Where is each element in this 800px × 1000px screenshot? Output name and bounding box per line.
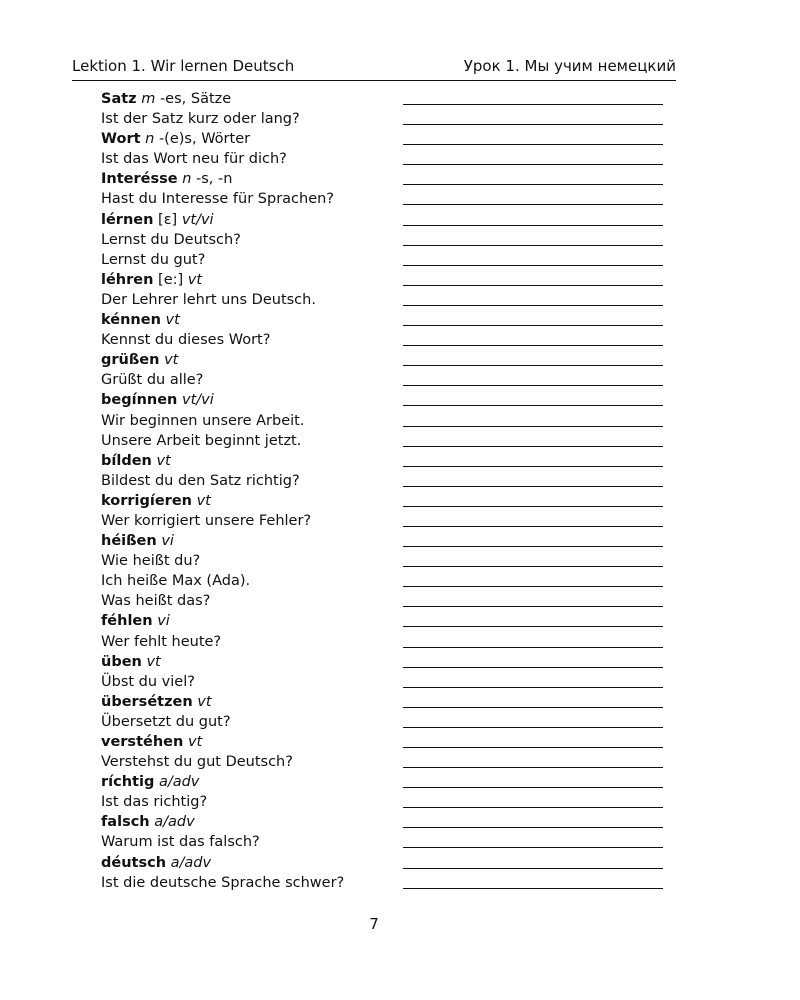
- headword: ríchtig: [101, 774, 155, 791]
- grammar-label: a/adv: [170, 854, 212, 871]
- vocab-entry-row: [101, 169, 665, 189]
- vocab-entry-row: [101, 692, 665, 712]
- example-sentence: Wer korrigiert unsere Fehler?: [101, 512, 312, 529]
- translation-answer-line: [403, 285, 663, 286]
- grammar-label: vt: [156, 452, 171, 469]
- vocab-entry-row: [101, 652, 665, 672]
- translation-answer-line: [403, 807, 663, 808]
- page-number: 7: [369, 915, 379, 933]
- word-forms: -s, -n: [191, 171, 233, 188]
- header-divider: [72, 80, 676, 81]
- vocab-entry: [101, 310, 180, 330]
- example-sentence: Ist der Satz kurz oder lang?: [101, 111, 300, 128]
- vocab-entry-row: [101, 390, 665, 410]
- translation-answer-line: [403, 647, 663, 648]
- headword: verstéhen: [101, 734, 184, 750]
- vocab-entry: [101, 491, 211, 511]
- translation-answer-line: [403, 124, 663, 125]
- vocab-entry-row: [101, 89, 665, 109]
- example-sentence-row: [101, 511, 665, 531]
- example-sentence-row: [101, 330, 665, 350]
- vocab-entry-row: [101, 210, 665, 230]
- example-sentence: Warum ist das falsch?: [101, 834, 260, 851]
- headword: léhren: [101, 271, 154, 288]
- translation-answer-line: [403, 245, 663, 246]
- translation-answer-line: [403, 184, 663, 185]
- grammar-label: vt: [165, 312, 180, 329]
- header-lesson-title-ru: Урок 1. Мы учим немецкий: [463, 57, 676, 75]
- example-sentence: Übst du viel?: [101, 673, 195, 690]
- vocab-entry-row: [101, 853, 665, 873]
- translation-answer-line: [403, 466, 663, 467]
- headword: Satz: [101, 91, 137, 107]
- pronunciation: [e:]: [153, 271, 188, 288]
- translation-answer-line: [403, 345, 663, 346]
- headword: héißen: [101, 533, 157, 550]
- example-sentence-row: [101, 109, 665, 129]
- example-sentence: Wie heißt du?: [101, 553, 201, 570]
- vocab-entry: [101, 210, 214, 230]
- headword: déutsch: [101, 854, 167, 871]
- headword: kénnen: [101, 312, 161, 329]
- vocab-entry-row: [101, 772, 665, 792]
- vocab-entry-row: [101, 531, 665, 551]
- translation-answer-line: [403, 546, 663, 547]
- translation-answer-line: [403, 385, 663, 386]
- grammar-label: vi: [157, 613, 170, 630]
- grammar-label: n: [182, 171, 192, 188]
- word-forms: -es, Sätze: [155, 91, 232, 107]
- grammar-label: vt: [146, 653, 161, 670]
- translation-answer-line: [403, 405, 663, 406]
- translation-answer-line: [403, 225, 663, 226]
- vocab-entry: [101, 611, 170, 631]
- translation-answer-line: [403, 144, 663, 145]
- translation-answer-line: [403, 586, 663, 587]
- translation-answer-line: [403, 164, 663, 165]
- translation-answer-line: [403, 888, 663, 889]
- headword: grüßen: [101, 352, 160, 369]
- vocab-entry: [101, 89, 231, 109]
- headword: übersétzen: [101, 693, 193, 710]
- grammar-label: vt: [196, 492, 211, 509]
- example-sentence: Unsere Arbeit beginnt jetzt.: [101, 432, 302, 449]
- example-sentence: Lernst du gut?: [101, 251, 206, 268]
- vocab-entry-row: [101, 129, 665, 149]
- headword: lérnen: [101, 211, 154, 228]
- example-sentence-row: [101, 551, 665, 571]
- example-sentence: Verstehst du gut Deutsch?: [101, 754, 293, 771]
- grammar-label: m: [141, 91, 156, 107]
- example-sentence-row: [101, 672, 665, 692]
- vocab-entry: [101, 169, 232, 189]
- vocab-entry: [101, 652, 161, 672]
- translation-answer-line: [403, 827, 663, 828]
- vocab-entry: [101, 390, 214, 410]
- headword: féhlen: [101, 613, 153, 630]
- translation-answer-line: [403, 707, 663, 708]
- translation-answer-line: [403, 667, 663, 668]
- vocab-entry-row: [101, 451, 665, 471]
- header-lesson-title-de: Lektion 1. Wir lernen Deutsch: [72, 57, 295, 75]
- translation-answer-line: [403, 727, 663, 728]
- example-sentence-row: [101, 431, 665, 451]
- vocab-entry: [101, 350, 178, 370]
- example-sentence-row: [101, 411, 665, 431]
- headword: bílden: [101, 452, 152, 469]
- grammar-label: vt: [197, 693, 212, 710]
- example-sentence: Wer fehlt heute?: [101, 633, 222, 650]
- vocab-entry: [101, 451, 171, 471]
- grammar-label: a/adv: [154, 814, 195, 831]
- example-sentence-row: [101, 370, 665, 390]
- example-sentence: Bildest du den Satz richtig?: [101, 472, 300, 489]
- translation-answer-line: [403, 747, 663, 748]
- example-sentence-row: [101, 832, 665, 852]
- translation-answer-line: [403, 426, 663, 427]
- translation-answer-line: [403, 626, 663, 627]
- translation-answer-line: [403, 506, 663, 507]
- example-sentence: Ich heiße Max (Ada).: [101, 573, 251, 590]
- headword: Wort: [101, 131, 141, 148]
- example-sentence-row: [101, 189, 665, 209]
- vocabulary-list: [101, 89, 665, 893]
- example-sentence: Der Lehrer lehrt uns Deutsch.: [101, 291, 316, 308]
- example-sentence-row: [101, 290, 665, 310]
- example-sentence: Was heißt das?: [101, 593, 211, 610]
- example-sentence-row: [101, 149, 665, 169]
- vocab-entry: [101, 270, 202, 290]
- translation-answer-line: [403, 868, 663, 869]
- grammar-label: vt: [187, 734, 203, 750]
- example-sentence-row: [101, 471, 665, 491]
- example-sentence-row: [101, 792, 665, 812]
- example-sentence: Hast du Interesse für Sprachen?: [101, 191, 335, 208]
- vocab-entry: [101, 732, 202, 752]
- grammar-label: vt/vi: [181, 392, 214, 409]
- translation-answer-line: [403, 606, 663, 607]
- translation-answer-line: [403, 787, 663, 788]
- vocab-entry-row: [101, 611, 665, 631]
- example-sentence-row: [101, 230, 665, 250]
- headword: falsch: [101, 814, 150, 831]
- example-sentence-row: [101, 712, 665, 732]
- vocab-entry: [101, 692, 212, 712]
- translation-answer-line: [403, 687, 663, 688]
- translation-answer-line: [403, 204, 663, 205]
- grammar-label: vt: [164, 352, 179, 369]
- translation-answer-line: [403, 365, 663, 366]
- example-sentence: Lernst du Deutsch?: [101, 231, 241, 248]
- translation-answer-line: [403, 305, 663, 306]
- vocab-entry: [101, 812, 195, 832]
- translation-answer-line: [403, 325, 663, 326]
- example-sentence-row: [101, 632, 665, 652]
- example-sentence: Grüßt du alle?: [101, 372, 204, 389]
- example-sentence: Kennst du dieses Wort?: [101, 332, 271, 349]
- vocab-entry-row: [101, 732, 665, 752]
- example-sentence: Ist das Wort neu für dich?: [101, 151, 287, 168]
- headword: korrigíeren: [101, 492, 192, 509]
- vocab-entry: [101, 772, 199, 792]
- example-sentence-row: [101, 250, 665, 270]
- pronunciation: [ɛ]: [153, 211, 182, 228]
- vocab-entry-row: [101, 812, 665, 832]
- vocab-entry-row: [101, 270, 665, 290]
- example-sentence: Übersetzt du gut?: [101, 713, 231, 730]
- vocab-entry-row: [101, 491, 665, 511]
- example-sentence-row: [101, 571, 665, 591]
- vocab-entry: [101, 853, 211, 873]
- page-header: [72, 55, 676, 77]
- vocab-entry: [101, 129, 250, 149]
- vocab-entry: [101, 531, 174, 551]
- headword: üben: [101, 653, 142, 670]
- grammar-label: a/adv: [158, 774, 200, 791]
- translation-answer-line: [403, 486, 663, 487]
- grammar-label: vt: [187, 271, 203, 288]
- word-forms: -(e)s, Wörter: [154, 131, 251, 148]
- translation-answer-line: [403, 526, 663, 527]
- example-sentence-row: [101, 591, 665, 611]
- example-sentence: Ist das richtig?: [101, 794, 208, 811]
- headword: begínnen: [101, 392, 178, 409]
- grammar-label: n: [145, 131, 155, 148]
- translation-answer-line: [403, 446, 663, 447]
- translation-answer-line: [403, 566, 663, 567]
- translation-answer-line: [403, 767, 663, 768]
- grammar-label: vi: [161, 533, 174, 550]
- example-sentence: Ist die deutsche Sprache schwer?: [101, 874, 345, 891]
- example-sentence: Wir beginnen unsere Arbeit.: [101, 412, 305, 429]
- example-sentence-row: [101, 752, 665, 772]
- headword: Interésse: [101, 171, 178, 188]
- translation-answer-line: [403, 104, 663, 105]
- vocab-entry-row: [101, 350, 665, 370]
- translation-answer-line: [403, 265, 663, 266]
- grammar-label: vt/vi: [181, 211, 214, 228]
- example-sentence-row: [101, 873, 665, 893]
- translation-answer-line: [403, 847, 663, 848]
- vocab-entry-row: [101, 310, 665, 330]
